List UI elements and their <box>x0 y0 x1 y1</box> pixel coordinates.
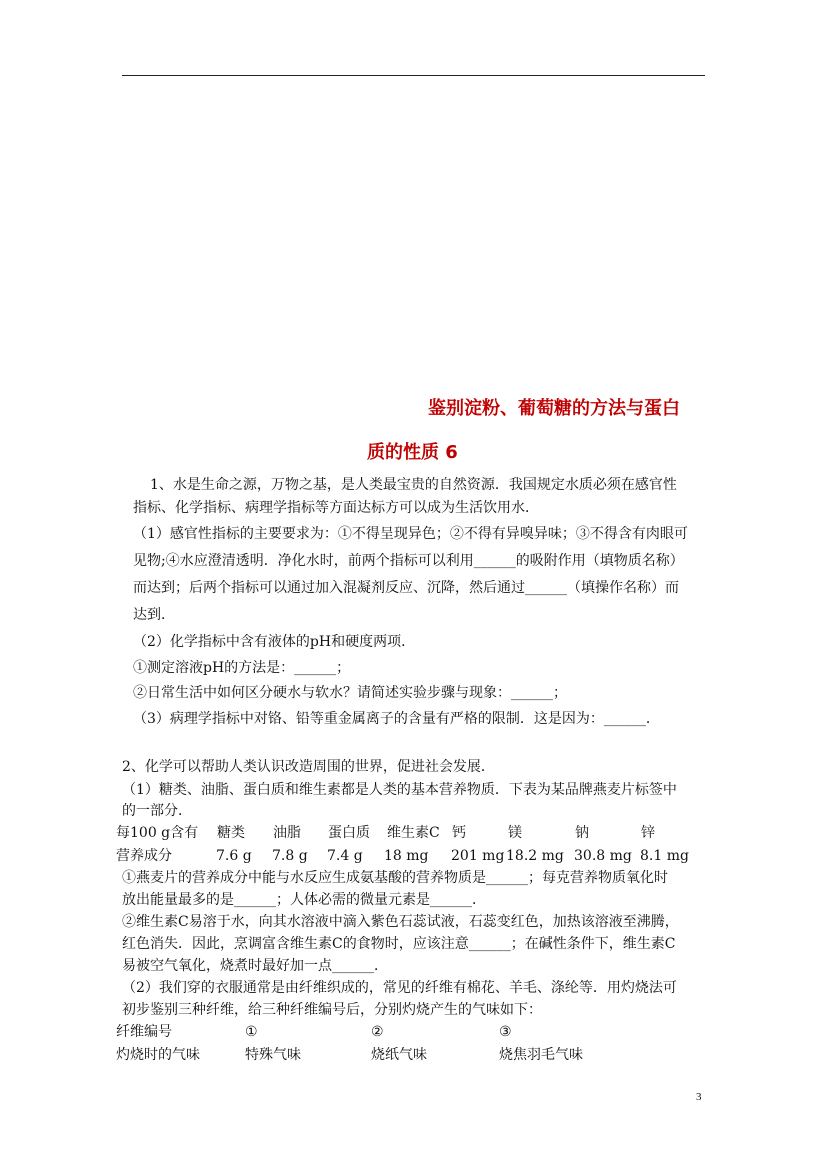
fiber-header-cell: 纤维编号 <box>116 1024 172 1040</box>
q2-part1-line-1: （1）糖类、油脂、蛋白质和维生素都是人类的基本营养物质．下表为某品牌燕麦片标签中 <box>122 782 677 798</box>
fiber-value-cell: 灼烧时的气味 <box>116 1047 200 1063</box>
q1-part2: （2）化学指标中含有液体的pH和硬度两项． <box>133 634 416 650</box>
title-line-1: 鉴别淀粉、葡萄糖的方法与蛋白 <box>428 398 680 419</box>
nutrition-value-cell: 18.2 mg <box>506 848 564 864</box>
nutrition-header-cell: 钠 <box>575 825 589 841</box>
nutrition-value-cell: 7.4 g <box>327 848 363 864</box>
fiber-value-cell: 烧纸气味 <box>371 1047 427 1063</box>
nutrition-header-cell: 每100 g含有 <box>116 825 199 841</box>
nutrition-header-cell: 糖类 <box>217 825 245 841</box>
nutrition-header-cell: 镁 <box>508 825 522 841</box>
nutrition-value-cell: 7.6 g <box>216 848 252 864</box>
fiber-value-cell: 特殊气味 <box>245 1047 301 1063</box>
nutrition-value-cell: 7.8 g <box>272 848 308 864</box>
q1-part1-line-1: （1）感官性指标的主要要求为：①不得呈现异色；②不得有异嗅异味；③不得含有肉眼可 <box>133 526 688 542</box>
nutrition-header-cell: 蛋白质 <box>328 825 370 841</box>
q1-intro-line-1: 1、水是生命之源，万物之基，是人类最宝贵的自然资源．我国规定水质必须在感官性 <box>150 477 677 493</box>
fiber-header-cell: ③ <box>499 1024 512 1040</box>
q2-sub1-line-2: 放出能量最多的是______；人体必需的微量元素是______． <box>122 892 486 908</box>
nutrition-value-cell: 营养成分 <box>116 848 172 864</box>
q2-sub2-line-3: 易被空气氧化，烧煮时最好加一点______． <box>122 958 388 974</box>
q2-sub2-line-2: 红色消失．因此，烹调富含维生素C的食物时，应该注意______；在碱性条件下，维生素C <box>122 936 676 952</box>
q2-part2-line-2: 初步鉴别三种纤维，给三种纤维编号后，分别灼烧产生的气味如下： <box>122 1002 542 1018</box>
nutrition-value-cell: 30.8 mg <box>574 848 632 864</box>
q2-part2-line-1: （2）我们穿的衣服通常是由纤维织成的，常见的纤维有棉花、羊毛、涤纶等．用灼烧法可 <box>122 980 677 996</box>
q1-part1-line-3: 而达到；后两个指标可以通过加入混凝剂反应、沉降，然后通过______（填操作名称）而 <box>133 580 679 596</box>
nutrition-header-cell: 锌 <box>641 825 655 841</box>
q1-part1-line-2: 见物;④水应澄清透明．净化水时，前两个指标可以利用______的吸附作用（填物质名称） <box>133 553 684 569</box>
nutrition-header-cell: 油脂 <box>273 825 301 841</box>
q2-intro: 2、化学可以帮助人类认识改造周围的世界，促进社会发展． <box>122 759 495 775</box>
title-line-2: 质的性质 6 <box>367 442 458 463</box>
nutrition-header-cell: 钙 <box>452 825 466 841</box>
fiber-value-cell: 烧焦羽毛气味 <box>499 1047 583 1063</box>
q1-part3: （3）病理学指标中对铬、铅等重金属离子的含量有严格的限制．这是因为：______． <box>133 711 660 727</box>
q2-sub1-line-1: ①燕麦片的营养成分中能与水反应生成氨基酸的营养物质是______；每克营养物质氧化时 <box>122 870 668 886</box>
q1-part2-a: ①测定溶液pH的方法是：______； <box>133 660 351 676</box>
nutrition-value-cell: 201 mg <box>451 848 505 864</box>
fiber-header-cell: ① <box>245 1024 258 1040</box>
header-rule <box>122 75 705 76</box>
nutrition-value-cell: 18 mg <box>384 848 429 864</box>
fiber-header-cell: ② <box>371 1024 384 1040</box>
q1-part1-line-4: 达到． <box>133 607 175 623</box>
q1-intro-line-2: 指标、化学指标、病理学指标等方面达标方可以成为生活饮用水． <box>133 500 539 516</box>
q1-part2-b: ②日常生活中如何区分硬水与软水？请简述实验步骤与现象：______； <box>133 685 567 701</box>
nutrition-value-cell: 8.1 mg <box>640 848 689 864</box>
q2-sub2-line-1: ②维生素C易溶于水，向其水溶液中滴入紫色石蕊试液，石蕊变红色，加热该溶液至沸腾， <box>122 914 679 930</box>
page-number: 3 <box>696 1091 702 1103</box>
q2-part1-line-2: 的一部分． <box>122 803 192 819</box>
nutrition-header-cell: 维生素C <box>387 825 440 841</box>
